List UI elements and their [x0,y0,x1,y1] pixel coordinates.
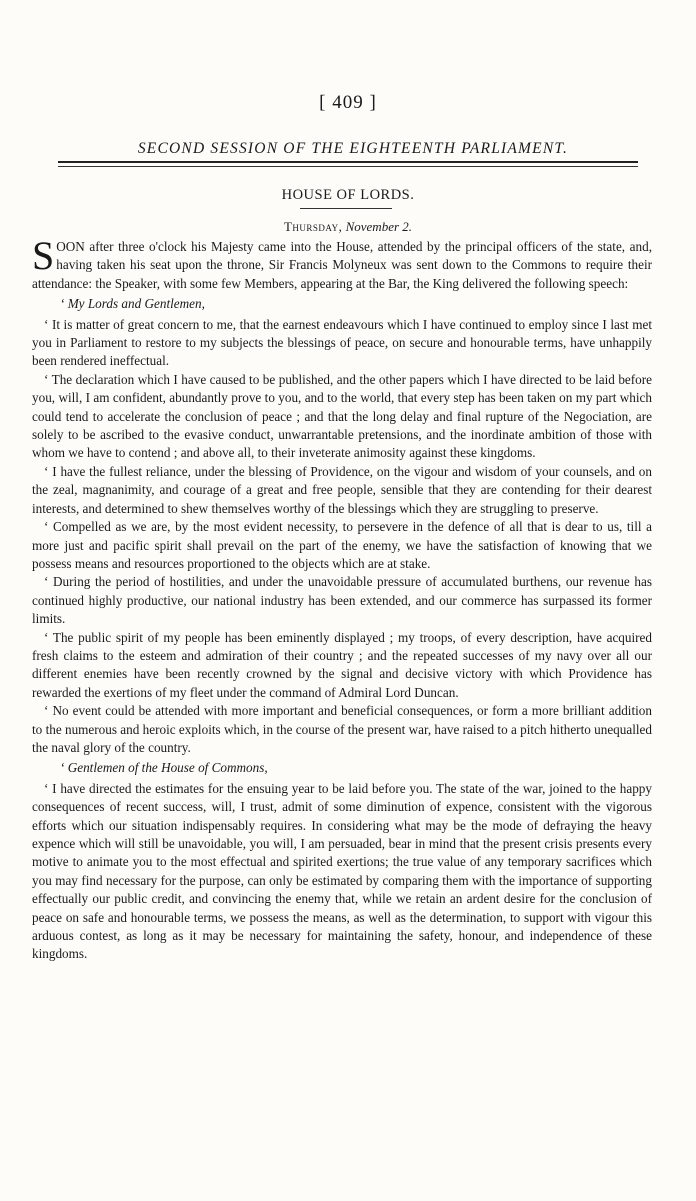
speech-paragraph: ‘ The declaration which I have caused to be published, and the other papers which I have directed to be laid before you, will, I am confident, abundantly prove to you, and to the world, that every step has been taken on my part which could tend to accelerate the conclusion of peace ; and that the long delay and final rupture of the Negociation, are solely to be ascribed to the evasive conduct, unwarrantable pretensions, and the inordinate ambition of those with whom we have to contend ; and above all, to their inveterate animosity against these kingdoms. [32,371,652,461]
speech-paragraph: ‘ It is matter of great concern to me, that the earnest endeavours which I have continued to employ since I last met you in Parliament to restore to my subjects the blessings of peace, on secure and honourable terms, have unhappily been rendered ineffectual. [32,316,652,369]
address-lords: ‘ My Lords and Gentlemen, [60,296,205,312]
house-title: HOUSE OF LORDS. [281,187,415,203]
session-title: SECOND SESSION OF THE EIGHTEENTH PARLIAMENT. [137,140,569,157]
speech-paragraph: ‘ No event could be attended with more important and beneficial consequences, or form a more brilliant addition to the numerous and heroic exploits which, in the course of the present war, have raised to a pitch hitherto unequalled the naval glory of the country. [32,703,652,755]
speech-paragraph: ‘ During the period of hostilities, and under the unavoidable pressure of accumulated burthens, our revenue has continued highly productive, our national industry has been extended, and our commerce has surpassed its former limits. [32,574,652,627]
speech-paragraph: ‘ I have the fullest reliance, under the blessing of Providence, on the vigour and wisdom of your counsels, and on the zeal, magnanimity, and courage of a great and free people, sensible that they are contending for their dearest interests, and determined to shew themselves worthy of the blessings which they are struggling to preserve. [32,463,652,516]
header-rule-thick [58,161,638,163]
speech-body [32,233,652,964]
intro-paragraph: SOON after three o'clock his Majesty came into the House, attended by the principal officers of the state, and, having taken his seat upon the throne, Sir Francis Molyneux was sent down to the Commons to require their attendance: the Speaker, with some few Members, appearing at the Bar, the King delivered the following speech: [32,233,652,291]
dateline [0,219,696,235]
dateline-day: Thursday, [283,219,343,234]
speech-paragraph: ‘ Compelled as we are, by the most evident necessity, to persevere in the defence of all that is dear to us, till a more just and pacific spirit shall prevail on the part of the enemy, we have the satisfaction of knowing that we possess means and resources proportioned to the objects which are at stake. [32,519,652,571]
address-commons: ‘ Gentlemen of the House of Commons, [60,760,268,776]
page-number: [ 409 ] [319,92,377,113]
speech-paragraph: ‘ I have directed the estimates for the ensuing year to be laid before you. The state of the war, joined to the happy consequences of recent success, will, I trust, admit of some diminution of expence, consistent with the vigorous efforts which our situation indispensably requires. In considering what may be the mode of defraying the heavy expence which will still be unavoidable, you will, I am persuaded, bear in mind that the present crisis presents every motive to animate you to the most effectual and spirited exertions; the true value of any temporary sacrifices which you may find necessary for the purpose, can only be estimated by comparing them with the importance of supporting effectually our public credit, and convincing the enemy that, while we retain an ardent desire for the conclusion of peace on safe and honourable terms, we possess the means, as well as the determination, to support with vigour this arduous contest, as long as it may be necessary for maintaining the safety, honour, and independence of these kingdoms. [32,780,652,962]
dateline-date: November 2. [345,219,413,234]
header-rule-thin [58,166,638,167]
speech-paragraph: ‘ The public spirit of my people has been eminently displayed ; my troops, of every description, have acquired fresh claims to the esteem and admiration of their country ; and the repeated successes of my navy over all our different enemies have been recently crowned by the signal and decisive victory with which Providence has rewarded the exertions of my fleet under the command of Admiral Lord Duncan. [32,629,652,700]
house-title-underline [300,208,392,209]
